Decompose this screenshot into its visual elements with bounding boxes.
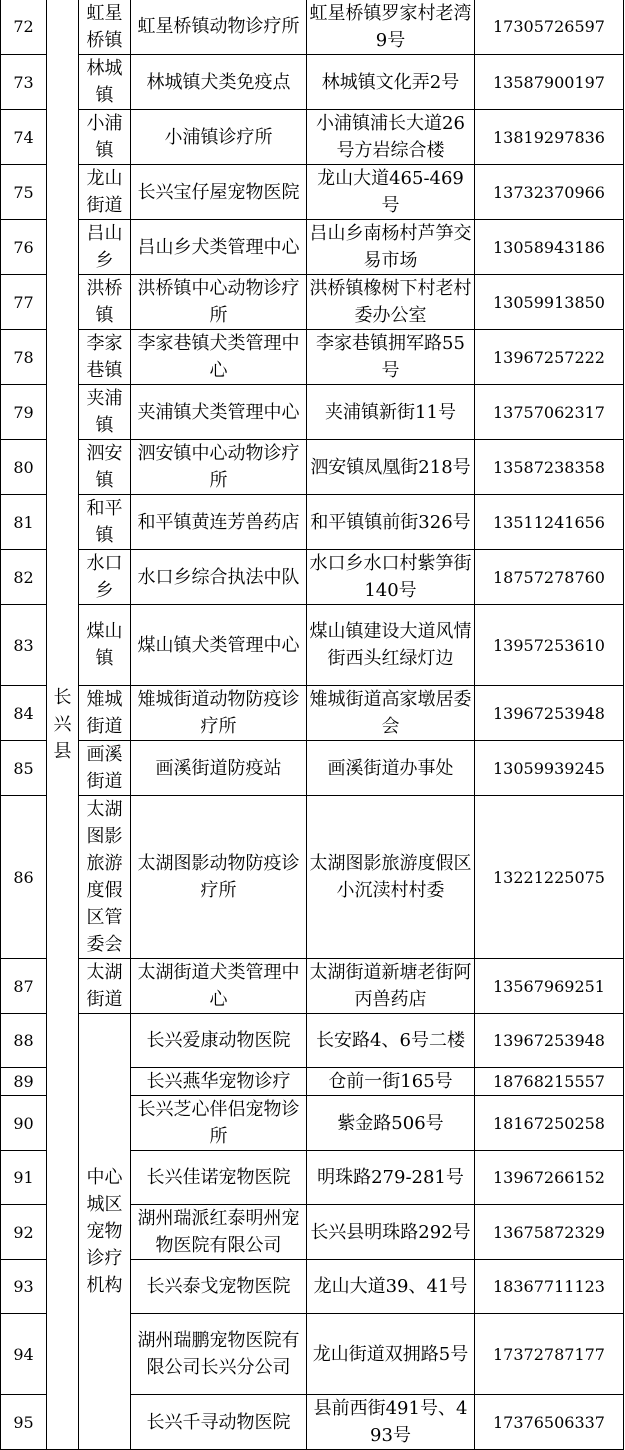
table-row [1,165,624,220]
town-cell: 水口乡 [79,550,131,605]
table-row [1,1014,624,1068]
clinic-name: 李家巷镇犬类管理中心 [131,330,307,385]
clinic-phone: 13059939245 [475,741,624,796]
clinic-name: 画溪街道防疫站 [131,741,307,796]
town-cell: 小浦镇 [79,110,131,165]
clinic-name: 长兴千寻动物医院 [131,1395,307,1450]
clinic-address: 小浦镇浦长大道26号方岩综合楼 [307,110,475,165]
clinic-phone: 17305726597 [475,0,624,55]
clinic-name: 洪桥镇中心动物诊疗所 [131,275,307,330]
town-cell: 太湖街道 [79,959,131,1014]
clinic-name: 长兴泰戈宠物医院 [131,1260,307,1314]
clinic-address: 水口乡水口村紫笋街140号 [307,550,475,605]
central-group-cell: 中心城区宠物诊疗机构 [79,1014,131,1450]
clinic-phone: 13675872329 [475,1205,624,1260]
clinic-phone: 13587900197 [475,55,624,110]
clinic-address: 李家巷镇拥军路55号 [307,330,475,385]
clinic-address: 长安路4、6号二楼 [307,1014,475,1068]
row-number: 92 [1,1205,47,1260]
clinic-phone: 13967253948 [475,1014,624,1068]
clinic-phone: 13059913850 [475,275,624,330]
table-row [1,605,624,686]
table-row [1,330,624,385]
clinic-name: 和平镇黄连芳兽药店 [131,495,307,550]
clinic-address: 明珠路279-281号 [307,1151,475,1205]
clinic-name: 林城镇犬类免疫点 [131,55,307,110]
row-number: 90 [1,1096,47,1151]
table-row [1,220,624,275]
clinic-address: 太湖图影旅游度假区小沉渎村村委 [307,796,475,959]
row-number: 77 [1,275,47,330]
clinic-name: 泗安镇中心动物诊疗所 [131,440,307,495]
town-cell: 李家巷镇 [79,330,131,385]
row-number: 78 [1,330,47,385]
town-cell: 画溪街道 [79,741,131,796]
row-number: 76 [1,220,47,275]
clinic-phone: 18768215557 [475,1068,624,1096]
table-row [1,959,624,1014]
clinic-address: 雉城街道高家墩居委会 [307,686,475,741]
clinic-name: 水口乡综合执法中队 [131,550,307,605]
row-number: 93 [1,1260,47,1314]
clinic-phone: 13732370966 [475,165,624,220]
town-cell: 虹星桥镇 [79,0,131,55]
clinic-name: 湖州瑞鹏宠物医院有限公司长兴分公司 [131,1314,307,1395]
clinic-address: 县前西街491号、493号 [307,1395,475,1450]
clinic-address: 画溪街道办事处 [307,741,475,796]
row-number: 91 [1,1151,47,1205]
row-number: 85 [1,741,47,796]
clinic-phone: 17372787177 [475,1314,624,1395]
clinic-name: 夹浦镇犬类管理中心 [131,385,307,440]
clinic-phone: 13058943186 [475,220,624,275]
table-row [1,385,624,440]
table-row [1,440,624,495]
clinic-address: 夹浦镇新街11号 [307,385,475,440]
clinic-address: 洪桥镇橡树下村老村委办公室 [307,275,475,330]
row-number: 82 [1,550,47,605]
clinic-name: 长兴燕华宠物诊疗 [131,1068,307,1096]
table-row [1,796,624,959]
town-cell: 林城镇 [79,55,131,110]
table-row [1,110,624,165]
clinic-address: 林城镇文化弄2号 [307,55,475,110]
town-cell: 和平镇 [79,495,131,550]
row-number: 87 [1,959,47,1014]
row-number: 73 [1,55,47,110]
clinic-address: 煤山镇建设大道风情街西头红绿灯边 [307,605,475,686]
clinic-phone: 18167250258 [475,1096,624,1151]
table-row [1,686,624,741]
town-cell: 泗安镇 [79,440,131,495]
clinic-phone: 13967257222 [475,330,624,385]
clinic-phone: 13967266152 [475,1151,624,1205]
row-number: 83 [1,605,47,686]
clinic-address: 和平镇镇前街326号 [307,495,475,550]
town-cell: 煤山镇 [79,605,131,686]
town-cell: 太湖图影旅游度假区管委会 [79,796,131,959]
town-cell: 龙山街道 [79,165,131,220]
table-row [1,0,624,55]
table-row [1,495,624,550]
row-number: 88 [1,1014,47,1068]
clinic-name: 长兴宝仔屋宠物医院 [131,165,307,220]
row-number: 74 [1,110,47,165]
clinic-name: 雉城街道动物防疫诊疗所 [131,686,307,741]
row-number: 86 [1,796,47,959]
table-row [1,55,624,110]
clinic-name: 长兴爱康动物医院 [131,1014,307,1068]
clinic-phone: 18757278760 [475,550,624,605]
clinic-name: 长兴佳诺宠物医院 [131,1151,307,1205]
row-number: 84 [1,686,47,741]
row-number: 81 [1,495,47,550]
row-number: 79 [1,385,47,440]
clinic-phone: 13221225075 [475,796,624,959]
row-number: 72 [1,0,47,55]
clinic-phone: 13957253610 [475,605,624,686]
clinic-address: 吕山乡南杨村芦笋交易市场 [307,220,475,275]
town-cell: 雉城街道 [79,686,131,741]
clinic-name: 湖州瑞派红泰明州宠物医院有限公司 [131,1205,307,1260]
clinic-address: 泗安镇凤凰街218号 [307,440,475,495]
row-number: 94 [1,1314,47,1395]
clinic-phone: 13757062317 [475,385,624,440]
town-cell: 洪桥镇 [79,275,131,330]
table-row [1,741,624,796]
clinic-address: 龙山街道双拥路5号 [307,1314,475,1395]
clinic-address: 紫金路506号 [307,1096,475,1151]
clinic-phone: 18367711123 [475,1260,624,1314]
clinic-address: 虹星桥镇罗家村老湾9号 [307,0,475,55]
clinic-phone: 13587238358 [475,440,624,495]
clinic-address: 太湖街道新塘老街阿丙兽药店 [307,959,475,1014]
town-cell: 夹浦镇 [79,385,131,440]
county-cell: 长兴县 [47,0,79,1450]
town-cell: 吕山乡 [79,220,131,275]
clinic-name: 太湖街道犬类管理中心 [131,959,307,1014]
row-number: 95 [1,1395,47,1450]
clinic-phone: 17376506337 [475,1395,624,1450]
row-number: 89 [1,1068,47,1096]
clinic-name: 煤山镇犬类管理中心 [131,605,307,686]
clinic-address: 龙山大道465-469号 [307,165,475,220]
clinic-address: 仓前一街165号 [307,1068,475,1096]
clinic-address: 龙山大道39、41号 [307,1260,475,1314]
clinic-phone: 13819297836 [475,110,624,165]
clinic-phone: 13567969251 [475,959,624,1014]
row-number: 80 [1,440,47,495]
clinic-name: 小浦镇诊疗所 [131,110,307,165]
table-row [1,550,624,605]
clinic-name: 长兴芝心伴侣宠物诊所 [131,1096,307,1151]
clinic-name: 虹星桥镇动物诊疗所 [131,0,307,55]
clinic-name: 吕山乡犬类管理中心 [131,220,307,275]
clinic-phone: 13511241656 [475,495,624,550]
clinic-name: 太湖图影动物防疫诊疗所 [131,796,307,959]
clinic-phone: 13967253948 [475,686,624,741]
clinic-address: 长兴县明珠路292号 [307,1205,475,1260]
row-number: 75 [1,165,47,220]
table-row [1,275,624,330]
